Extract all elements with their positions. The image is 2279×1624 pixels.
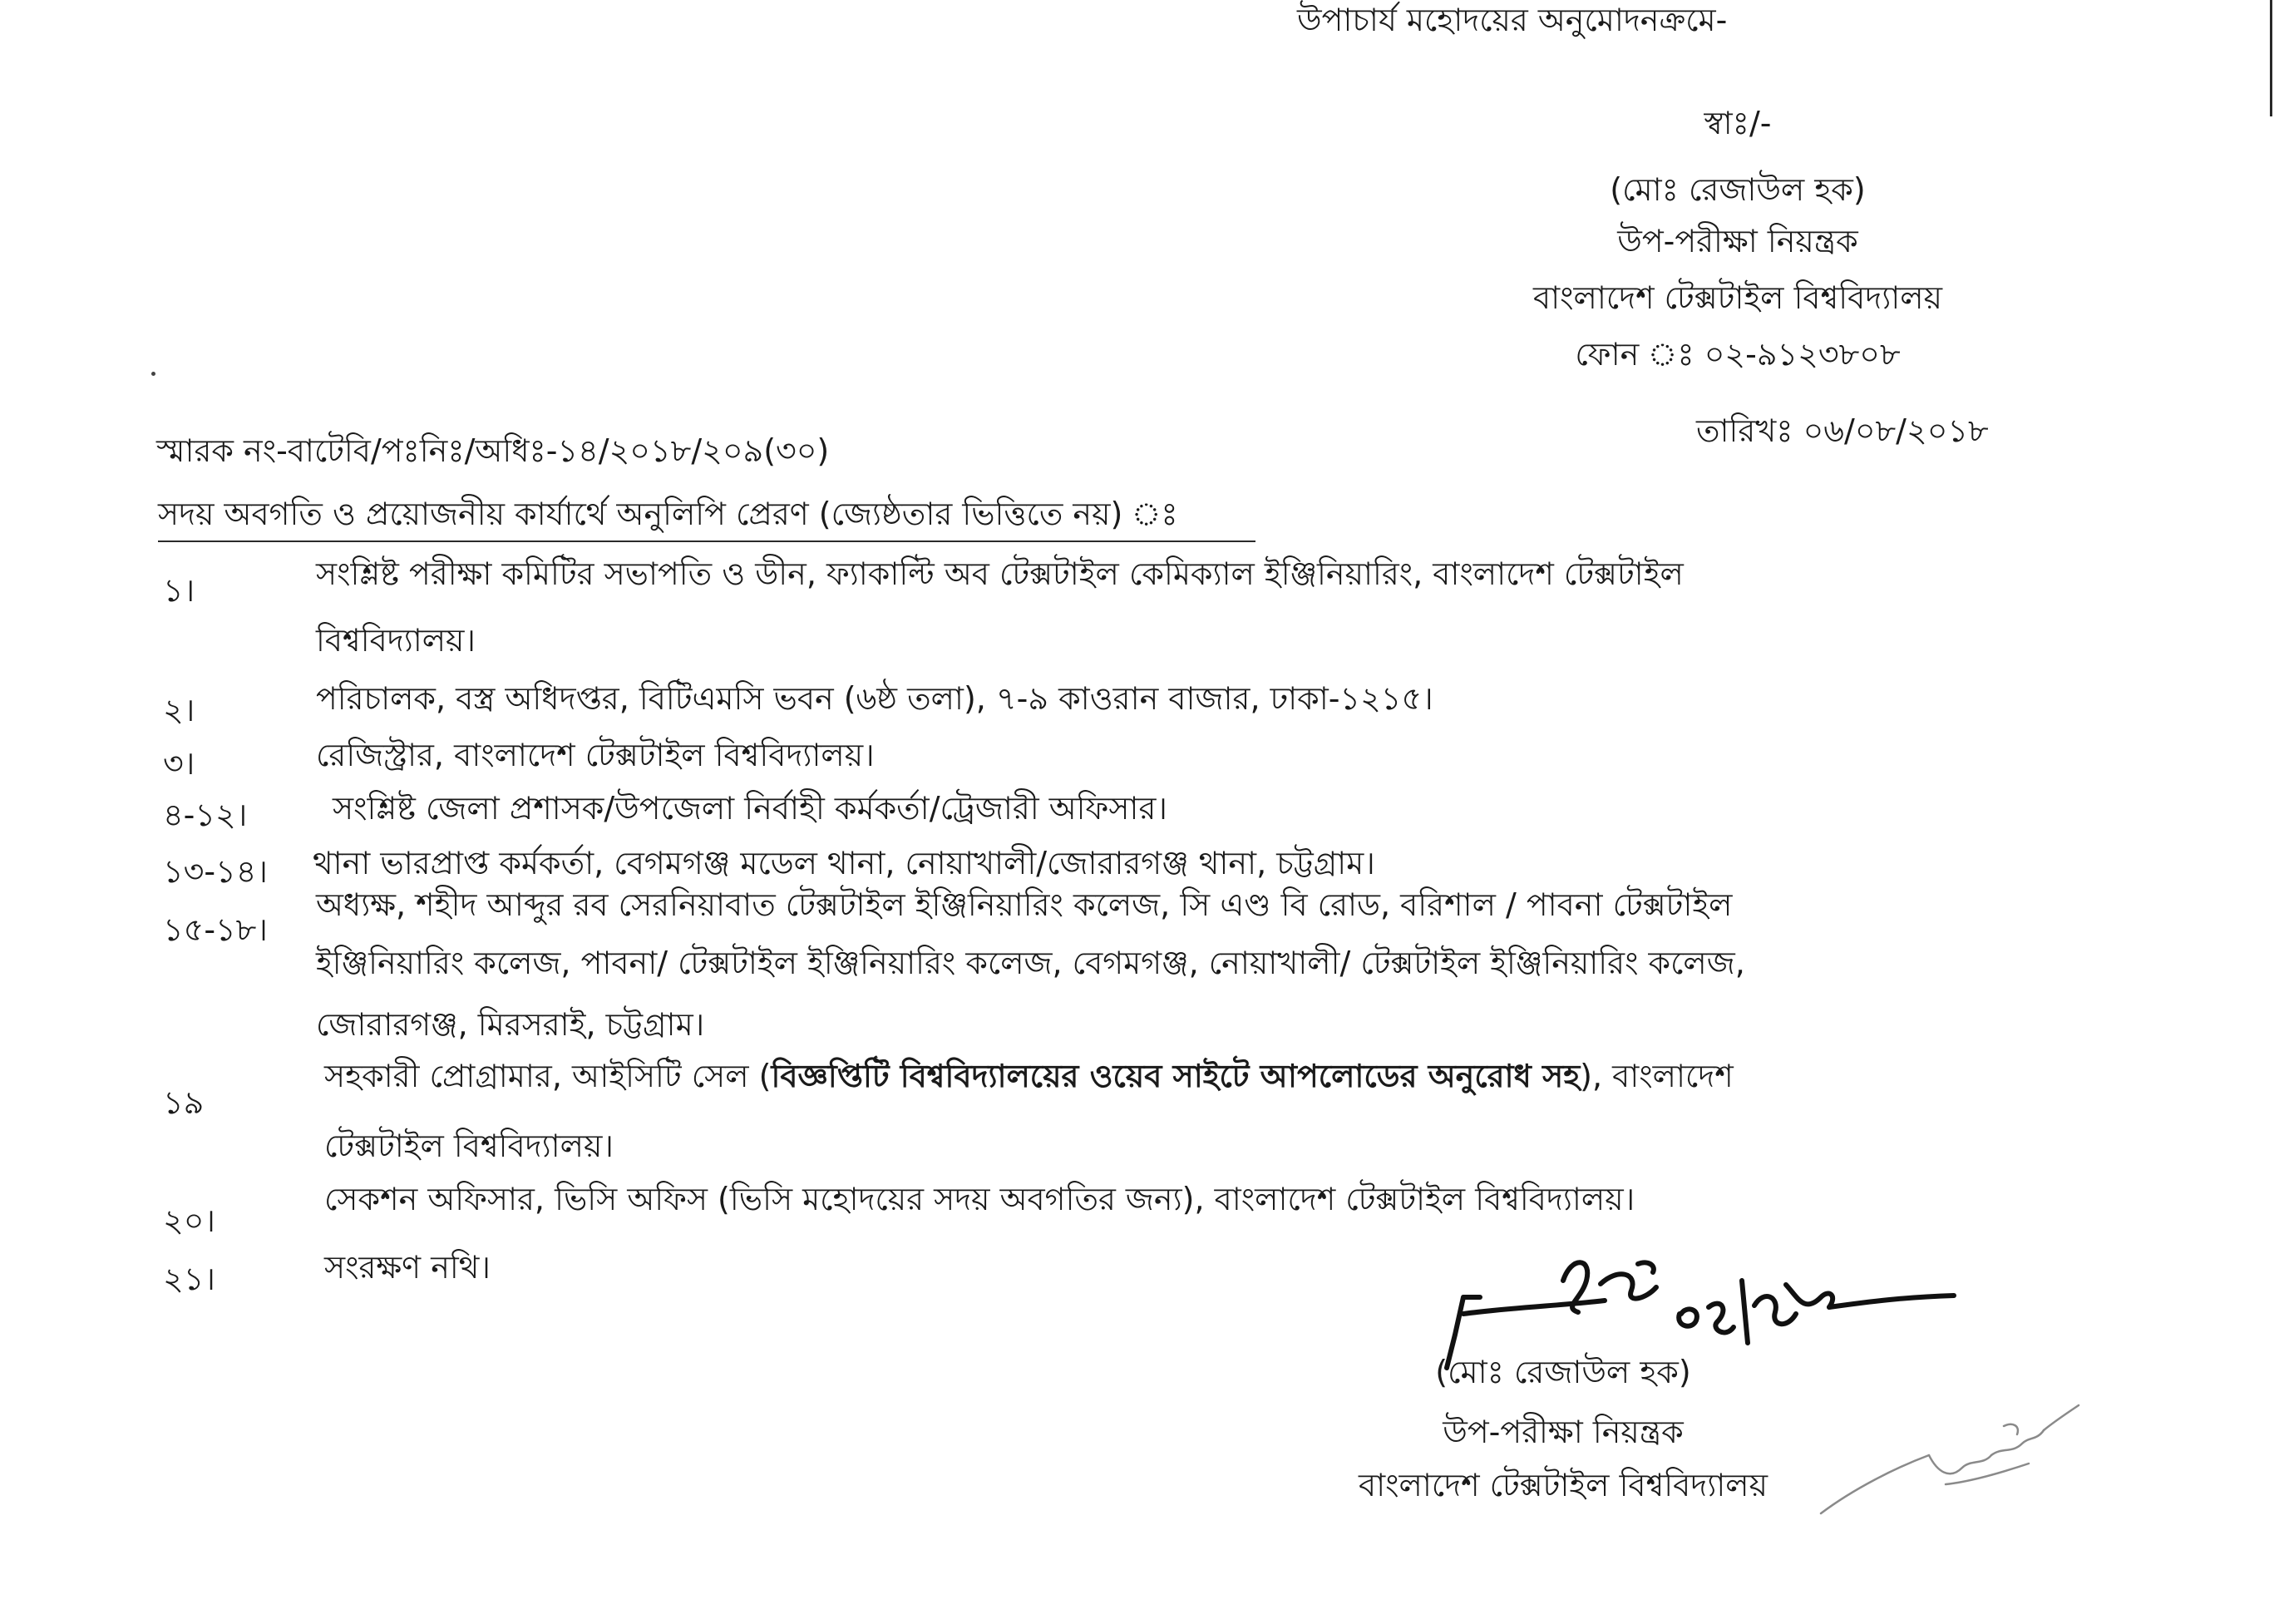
cc-heading-underline — [158, 541, 1255, 542]
item-number: ২১। — [163, 1261, 215, 1297]
bottom-signatory-name: (মোঃ রেজাউল হক) — [1435, 1354, 1691, 1390]
item-text: পরিচালক, বস্ত্র অধিদপ্তর, বিটিএমসি ভবন (৬ষ্ঠ তলা), ৭-৯ কাওরান বাজার, ঢাকা-১২১৫। — [316, 680, 1433, 717]
item-text — [324, 1058, 1734, 1096]
item-text: সংরক্ষণ নথি। — [324, 1249, 491, 1286]
item-text: সেকশন অফিসার, ভিসি অফিস (ভিসি মহোদয়ের সদয় অবগতির জন্য), বাংলাদেশ টেক্সটাইল বিশ্ববিদ্যালয়। — [324, 1181, 1635, 1217]
memo-reference: স্মারক নং-বাটেবি/পঃনিঃ/অধিঃ-১৪/২০১৮/২০৯(৩০) — [156, 432, 830, 469]
top-signatory-institution: বাংলাদেশ টেক্সটাইল বিশ্ববিদ্যালয় — [1532, 279, 1943, 316]
approval-note: উপাচার্য মহোদয়ের অনুমোদনক্রমে- — [1297, 2, 1728, 38]
item-text-cont: বিশ্ববিদ্যালয়। — [316, 622, 476, 659]
top-signed-mark: স্বাঃ/- — [1704, 105, 1772, 141]
item-number: ৪-১২। — [163, 797, 248, 833]
top-signatory-name: (মোঃ রেজাউল হক) — [1610, 171, 1866, 208]
scan-speck — [151, 372, 155, 376]
item-number: ৩। — [163, 745, 195, 782]
item-number: ১৯ — [163, 1084, 205, 1121]
cc-heading: সদয় অবগতি ও প্রয়োজনীয় কার্যার্থে অনুলিপি প্রেরণ (জ্যেষ্ঠতার ভিত্তিতে নয়) ঃ — [158, 496, 1178, 532]
item-number: ১৫-১৮। — [163, 911, 268, 948]
item-text-part: সহকারী প্রোগ্রামার, আইসিটি সেল ( — [324, 1058, 772, 1094]
item-text: থানা ভারপ্রাপ্ত কর্মকর্তা, বেগমগঞ্জ মডেল থানা, নোয়াখালী/জোরারগঞ্জ থানা, চট্টগ্রাম। — [313, 845, 1375, 881]
item-number: ১। — [163, 572, 195, 609]
item-text-cont: ইঞ্জিনিয়ারিং কলেজ, পাবনা/ টেক্সটাইল ইঞ্জিনিয়ারিং কলেজ, বেগমগঞ্জ, নোয়াখালী/ টেক্সটাইল ইঞ্জিনিয়ারিং কলেজ, — [316, 945, 1745, 981]
page-edge-line — [2270, 0, 2272, 116]
item-number: ১৩-১৪। — [163, 853, 268, 890]
item-text: সংশ্লিষ্ট পরীক্ষা কমিটির সভাপতি ও ডীন, ফ্যাকাল্টি অব টেক্সটাইল কেমিক্যাল ইঞ্জিনিয়ারিং, বাংলাদেশ টেক্সটাইল — [316, 555, 1684, 592]
item-number: ২০। — [163, 1202, 216, 1239]
item-text-emphasis: বিজ্ঞপ্তিটি বিশ্ববিদ্যালয়ের ওয়েব সাইটে আপলোডের অনুরোধ সহ — [771, 1058, 1581, 1094]
pencil-initial-mark — [1804, 1389, 2087, 1530]
item-text: অধ্যক্ষ, শহীদ আব্দুর রব সেরনিয়াবাত টেক্সটাইল ইঞ্জিনিয়ারিং কলেজ, সি এণ্ড বি রোড, বরিশাল / পাবনা টেক্সটাইল — [316, 886, 1733, 923]
item-number: ২। — [163, 692, 195, 728]
item-text-part: ), বাংলাদেশ — [1580, 1058, 1734, 1094]
top-signatory-designation: উপ-পরীক্ষা নিয়ন্ত্রক — [1617, 223, 1858, 259]
item-text-cont: টেক্সটাইল বিশ্ববিদ্যালয়। — [324, 1128, 614, 1164]
item-text: সংশ্লিষ্ট জেলা প্রশাসক/উপজেলা নির্বাহী কর্মকর্তা/ট্রেজারী অফিসার। — [333, 790, 1167, 827]
top-signatory-phone: ফোন ঃ ০২-৯১২৩৮০৮ — [1575, 336, 1901, 373]
memo-date: তারিখঃ ০৬/০৮/২০১৮ — [1696, 412, 1989, 449]
bottom-signatory-institution: বাংলাদেশ টেক্সটাইল বিশ্ববিদ্যালয় — [1358, 1467, 1768, 1503]
item-text-cont: জোরারগঞ্জ, মিরসরাই, চট্টগ্রাম। — [316, 1006, 705, 1043]
item-text: রেজিস্ট্রার, বাংলাদেশ টেক্সটাইল বিশ্ববিদ্যালয়। — [316, 737, 875, 773]
bottom-signatory-designation: উপ-পরীক্ষা নিয়ন্ত্রক — [1443, 1414, 1684, 1450]
